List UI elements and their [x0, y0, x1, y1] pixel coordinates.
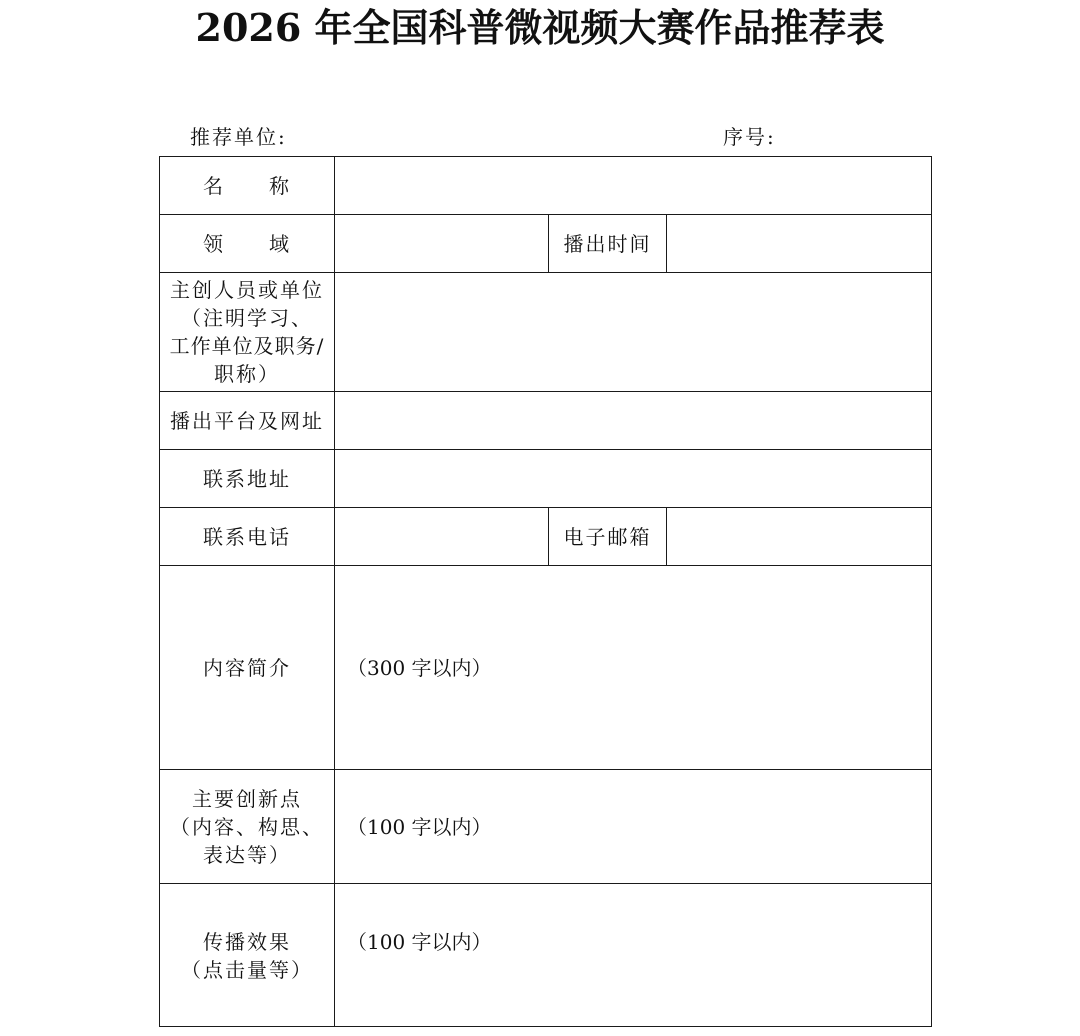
impact-field[interactable] — [335, 884, 932, 1027]
innovation-label — [160, 770, 335, 884]
phone-label-text: 联系电话 — [203, 524, 291, 549]
innovation-field[interactable] — [335, 770, 932, 884]
domain-label — [160, 215, 335, 273]
impact-label — [160, 884, 335, 1027]
platform-field[interactable] — [335, 392, 932, 450]
name-label — [160, 157, 335, 215]
page-title: 2026 年全国科普微视频大赛作品推荐表 — [195, 5, 885, 50]
row-innovation — [160, 770, 932, 884]
phone-label — [160, 508, 335, 566]
innovation-label-line-2: （内容、构思、 — [170, 814, 324, 839]
row-contact — [160, 508, 932, 566]
row-name — [160, 157, 932, 215]
row-platform — [160, 392, 932, 450]
impact-label-line-2: （点击量等） — [181, 958, 313, 982]
address-label — [160, 450, 335, 508]
broadcast-time-field[interactable] — [667, 215, 932, 273]
phone-field[interactable] — [335, 508, 549, 566]
creators-field[interactable] — [335, 273, 932, 392]
innovation-label-line-1: 主要创新点 — [192, 786, 302, 811]
innovation-label-line-3: 表达等） — [203, 842, 291, 867]
serial-number-label: 序号: — [723, 125, 776, 149]
summary-label — [160, 566, 335, 770]
innovation-hint: （100 字以内） — [347, 814, 492, 839]
summary-field[interactable] — [335, 566, 932, 770]
email-label-text: 电子邮箱 — [563, 524, 652, 549]
recommender-label: 推荐单位: — [190, 125, 287, 149]
broadcast-time-label — [549, 215, 667, 273]
email-label — [549, 508, 667, 566]
email-field[interactable] — [667, 508, 932, 566]
creators-label-line-3: 工作单位及职务/ — [169, 334, 325, 358]
summary-hint: （300 字以内） — [347, 655, 492, 680]
row-creators — [160, 273, 932, 392]
domain-label-text: 领 域 — [203, 231, 291, 256]
row-summary — [160, 566, 932, 770]
creators-label-line-4: 职称） — [214, 362, 280, 386]
creators-label-line-1: 主创人员或单位 — [170, 278, 324, 302]
address-field[interactable] — [335, 450, 932, 508]
summary-label-text: 内容简介 — [203, 655, 291, 680]
address-label-text: 联系地址 — [203, 466, 291, 491]
platform-label-text: 播出平台及网址 — [170, 408, 324, 433]
recommendation-form-table — [159, 156, 932, 1027]
impact-hint: （100 字以内） — [347, 930, 492, 954]
name-label-text: 名 称 — [203, 173, 291, 198]
row-impact — [160, 884, 932, 1027]
row-address — [160, 450, 932, 508]
name-field[interactable] — [335, 157, 932, 215]
impact-label-line-1: 传播效果 — [203, 930, 291, 954]
creators-label — [160, 273, 335, 392]
row-domain — [160, 215, 932, 273]
domain-field[interactable] — [335, 215, 549, 273]
creators-label-line-2: （注明学习、 — [181, 306, 313, 330]
broadcast-time-label-text: 播出时间 — [563, 231, 652, 256]
platform-label — [160, 392, 335, 450]
